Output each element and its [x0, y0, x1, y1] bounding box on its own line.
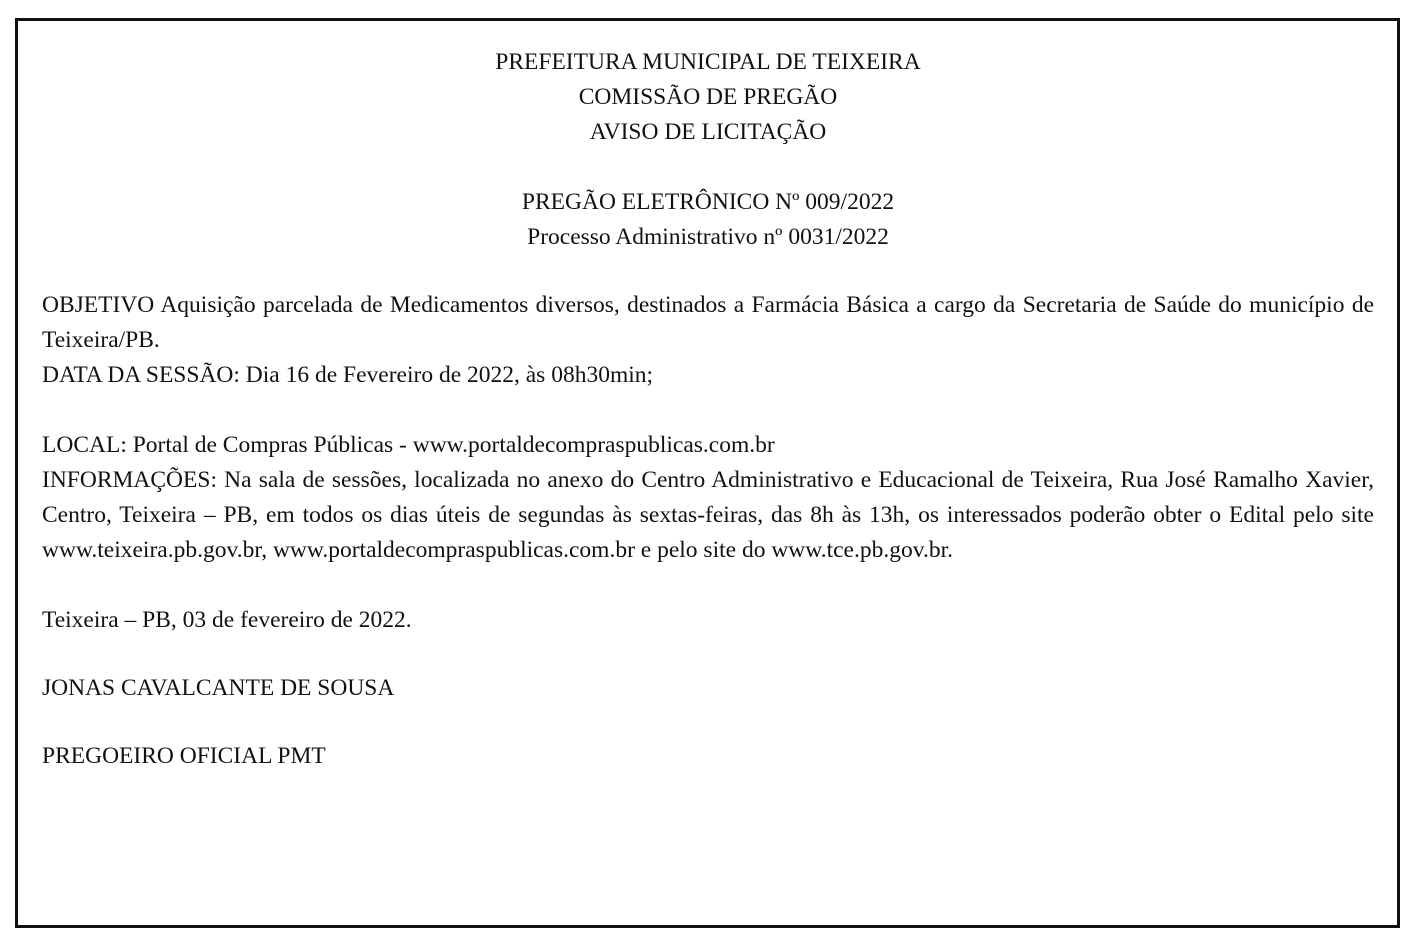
notice-content [42, 45, 1374, 774]
commission-title: COMISSÃO DE PREGÃO [578, 84, 838, 110]
location-line: LOCAL: Portal de Compras Públicas - www.portaldecompraspublicas.com.br [42, 432, 775, 458]
signatory-title: PREGOEIRO OFICIAL PMT [42, 743, 326, 769]
spacer [42, 568, 1374, 603]
spacer [42, 393, 1374, 428]
signatory-name: JONAS CAVALCANTE DE SOUSA [42, 675, 395, 701]
auction-number: PREGÃO ELETRÔNICO Nº 009/2022 [521, 189, 895, 215]
information-paragraph: INFORMAÇÕES: Na sala de sessões, localizada no anexo do Centro Administrativo e Educacional de Teixeira, Rua José Ramalho Xavier, Centro, Teixeira – PB, em todos os dias úteis de segundas às sextas-feiras, das 8h às 13h, os interessados poderão obter o Edital pelo site www.teixeira.pb.gov.br, www.portaldecompraspublicas.com.br e pelo site do www.tce.pb.gov.br. [42, 467, 1374, 563]
notice-title: AVISO DE LICITAÇÃO [589, 119, 827, 145]
spacer [42, 255, 1374, 288]
spacer [42, 706, 1374, 739]
spacer [42, 638, 1374, 671]
municipality-title: PREFEITURA MUNICIPAL DE TEIXEIRA [495, 49, 921, 75]
objective-paragraph: OBJETIVO Aquisição parcelada de Medicamentos diversos, destinados a Farmácia Básica a cargo da Secretaria de Saúde do município de Teixeira/PB. [42, 292, 1374, 353]
administrative-process: Processo Administrativo nº 0031/2022 [527, 224, 889, 250]
place-date: Teixeira – PB, 03 de fevereiro de 2022. [42, 607, 412, 633]
spacer [42, 150, 1374, 185]
session-date: DATA DA SESSÃO: Dia 16 de Fevereiro de 2022, às 08h30min; [42, 362, 654, 388]
